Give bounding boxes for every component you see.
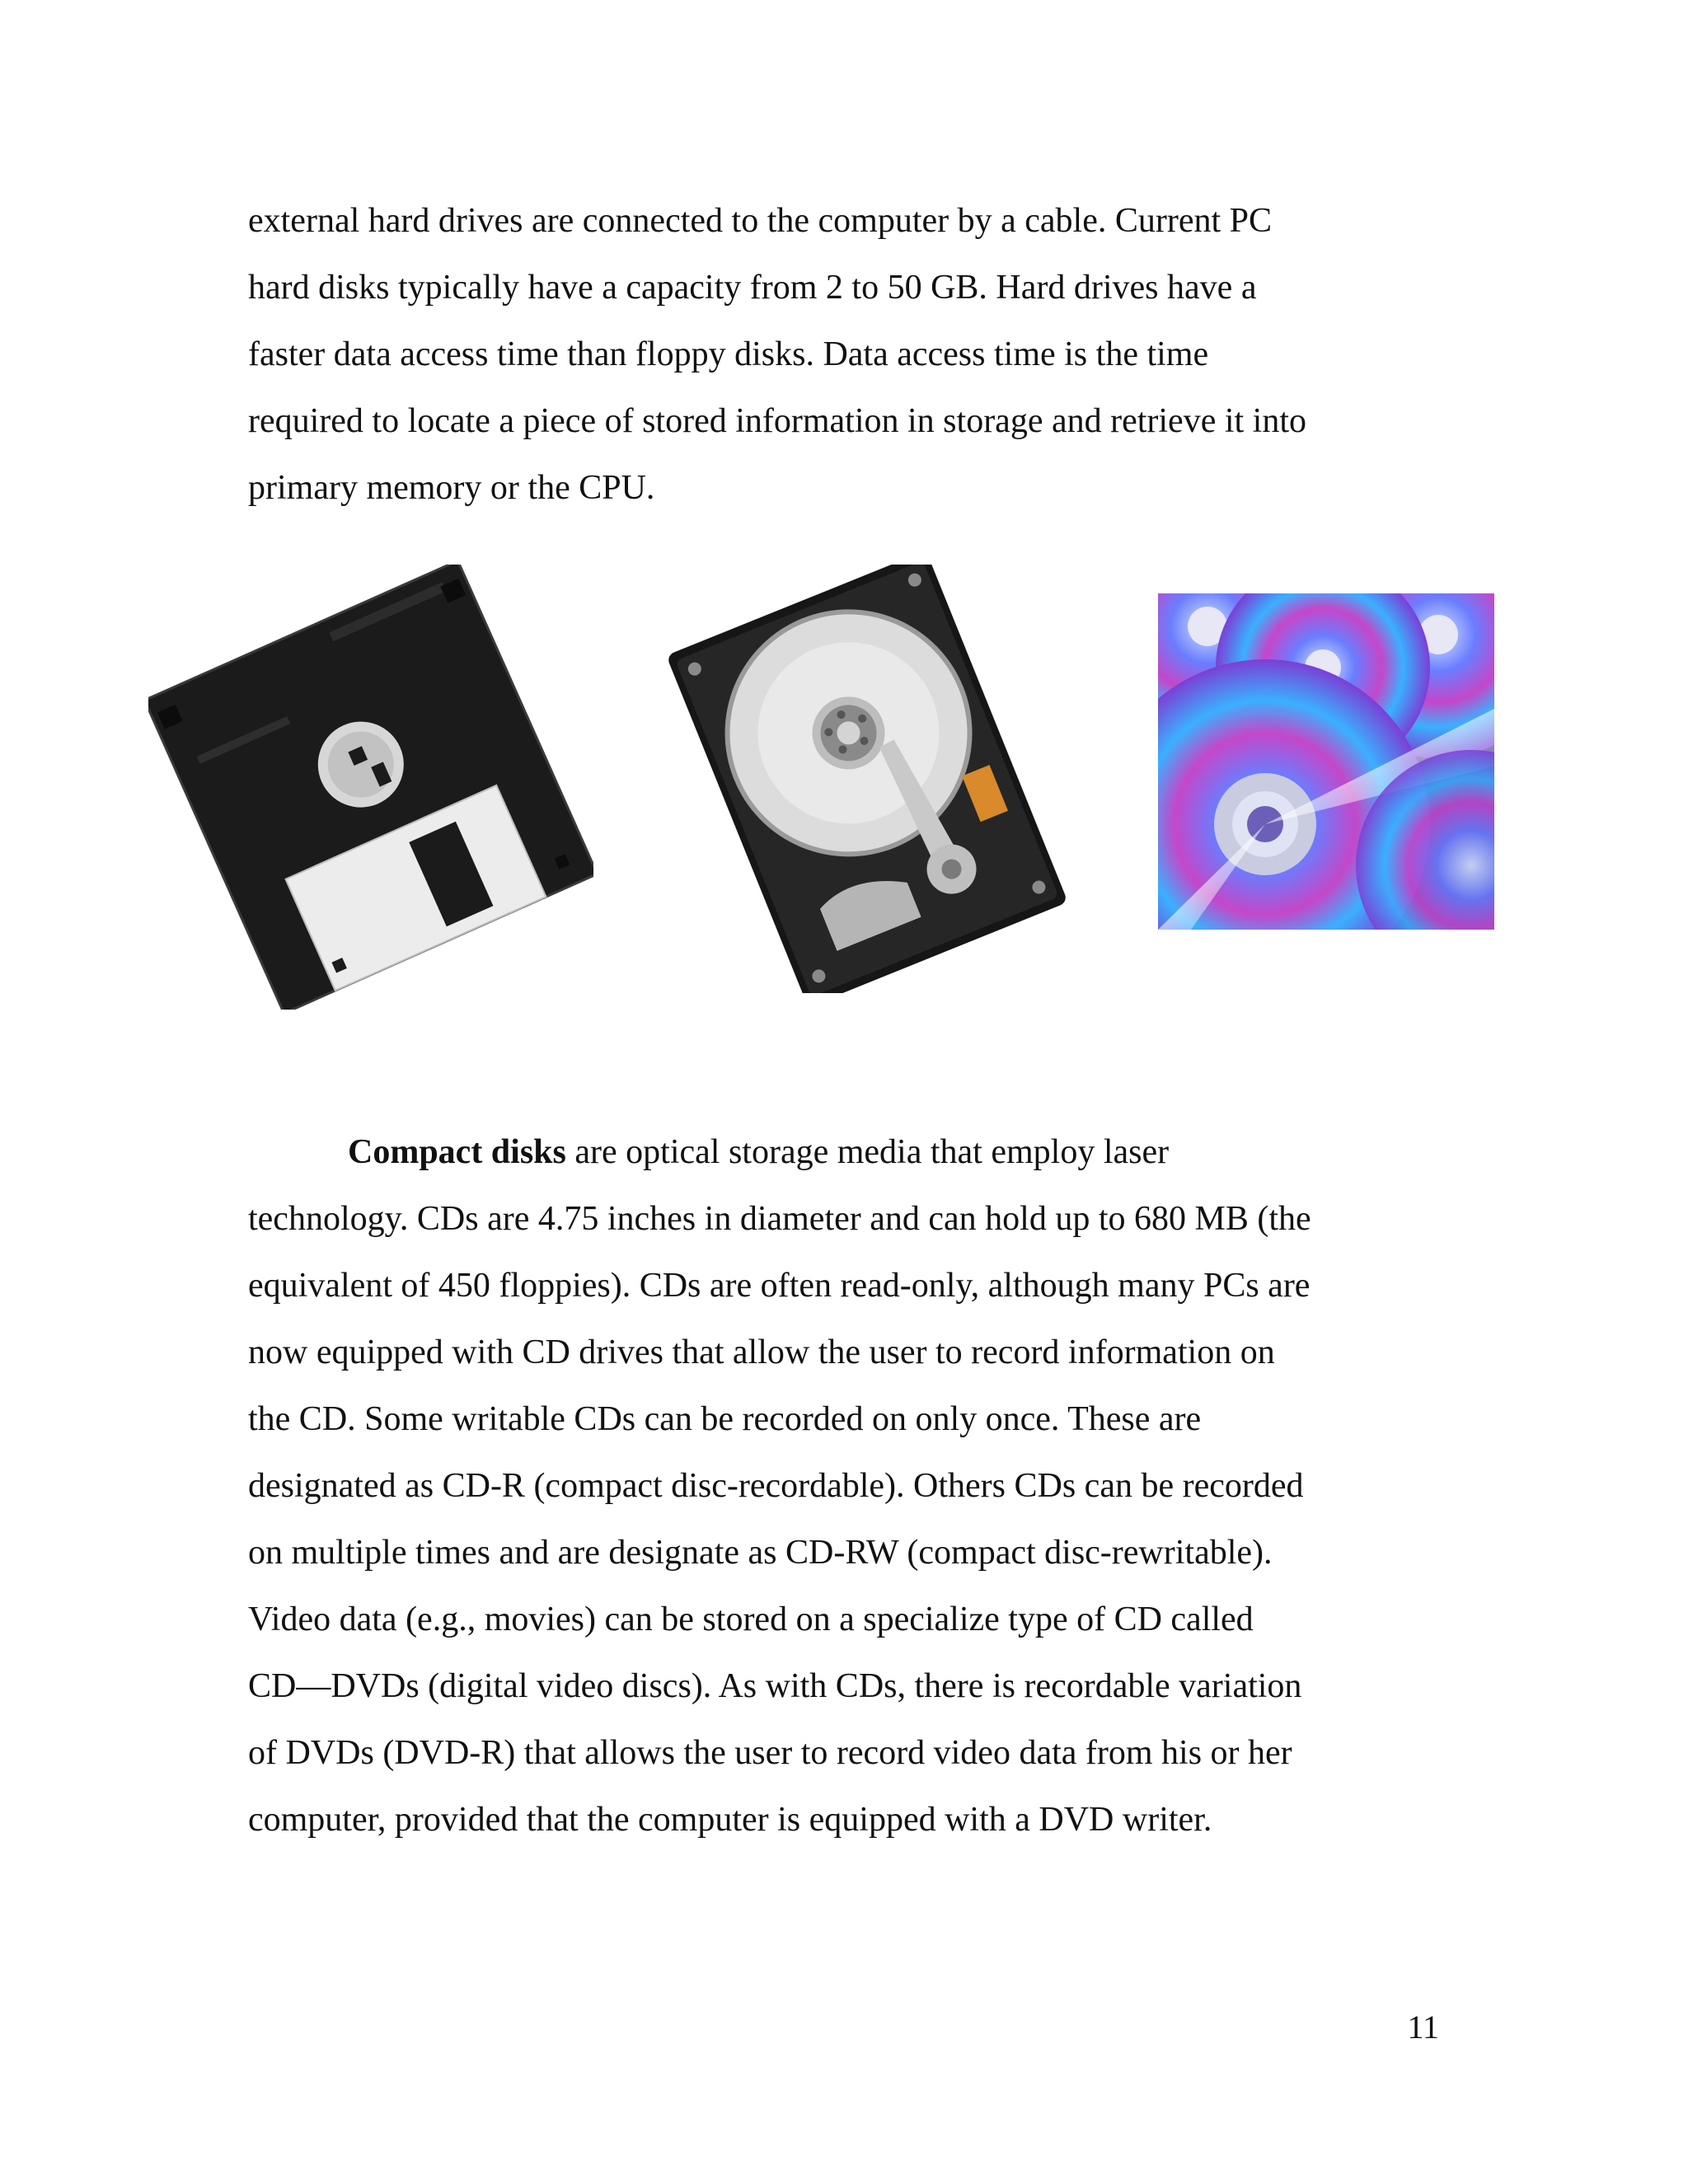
hard-drive-icon [651, 565, 1084, 993]
bold-term: Compact disks [348, 1133, 566, 1171]
text-line: CD—DVDs (digital video discs). As with CDs, there is recordable variation [248, 1667, 1302, 1705]
text-line: primary memory or the CPU. [248, 469, 655, 507]
text-line: faster data access time than floppy disks. Data access time is the time [248, 335, 1209, 373]
text-line: Video data (e.g., movies) can be stored on a specialize type of CD called [248, 1601, 1254, 1638]
text-line [248, 1119, 1451, 1186]
text-segment: are optical storage media that employ laser [565, 1133, 1170, 1171]
text-line: now equipped with CD drives that allow the user to record information on [248, 1333, 1275, 1371]
text-line: external hard drives are connected to the computer by a cable. Current PC [248, 202, 1273, 240]
floppy-disk-icon [148, 565, 593, 1010]
text-line: equivalent of 450 floppies). CDs are often read-only, although many PCs are [248, 1267, 1311, 1305]
text-line: technology. CDs are 4.75 inches in diameter and can hold up to 680 MB (the [248, 1200, 1311, 1238]
text-line: the CD. Some writable CDs can be recorded on only once. These are [248, 1400, 1202, 1438]
compact-disks-paragraph [248, 1119, 1451, 1854]
floppy-disk-image [148, 565, 593, 1010]
text-line: on multiple times and are designate as CD-RW (compact disc-rewritable). [248, 1534, 1273, 1572]
page-number: 11 [1407, 2008, 1439, 2046]
text-line: required to locate a piece of stored information in storage and retrieve it into [248, 402, 1307, 440]
text-line: computer, provided that the computer is equipped with a DVD writer. [248, 1801, 1212, 1839]
compact-discs-icon [1158, 593, 1494, 930]
text-line: of DVDs (DVD-R) that allows the user to record video data from his or her [248, 1734, 1292, 1772]
compact-discs-image [1158, 593, 1494, 930]
text-line: hard disks typically have a capacity from 2 to 50 GB. Hard drives have a [248, 269, 1257, 307]
hard-drive-paragraph [248, 188, 1451, 522]
text-line: designated as CD-R (compact disc-recordable). Others CDs can be recorded [248, 1467, 1304, 1505]
hard-drive-image [651, 565, 1084, 993]
